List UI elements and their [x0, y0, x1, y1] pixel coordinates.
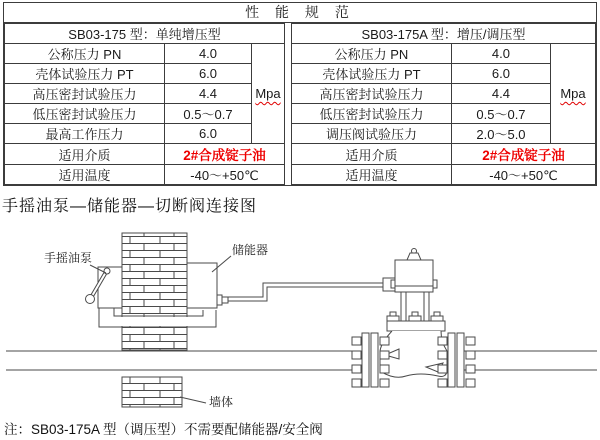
- unit-cell: Mpa: [550, 44, 595, 144]
- spec-row-value: 4.4: [451, 84, 550, 104]
- spec-row-value: 6.0: [451, 64, 550, 84]
- wall-label: 墙体: [209, 395, 234, 409]
- temperature-label: 适用温度: [5, 165, 165, 185]
- temperature-value: -40～+50℃: [451, 165, 595, 185]
- spec-table-sb03-175a: [291, 23, 596, 185]
- spec-row-label: 公称压力 PN: [5, 44, 165, 64]
- spec-row-label: 最高工作压力: [5, 124, 165, 144]
- diagram-title: 手摇油泵—储能器—切断阀连接图: [2, 198, 258, 215]
- spec-row-label: 低压密封试验压力: [291, 104, 451, 124]
- spec-table-sb03-175: [4, 23, 285, 185]
- spec-row-value: 6.0: [165, 124, 252, 144]
- spec-row-value: 4.0: [165, 44, 252, 64]
- spec-table-body: [4, 23, 596, 185]
- pump-label: 手摇油泵: [44, 251, 93, 265]
- spec-table: [3, 2, 597, 186]
- spec-row-value: 0.5～0.7: [451, 104, 550, 124]
- medium-value: 2#合成锭子油: [451, 144, 595, 165]
- bonnet-bolts: [387, 312, 443, 321]
- spec-row-value: 4.4: [165, 84, 252, 104]
- unit-cell: Mpa: [252, 44, 285, 144]
- spec-row-label: 壳体试验压力 PT: [5, 64, 165, 84]
- cutoff-valve: [352, 249, 475, 388]
- spec-row-label: 高压密封试验压力: [5, 84, 165, 104]
- hand-pump: [86, 267, 123, 308]
- medium-value: 2#合成锭子油: [165, 144, 285, 165]
- spec-row-value: 2.0～5.0: [451, 124, 550, 144]
- spec-table-title: 性 能 规 范: [4, 3, 596, 23]
- accumulator: [187, 263, 228, 308]
- spec-row-label: 调压阀试验压力: [291, 124, 451, 144]
- medium-label: 适用介质: [291, 144, 451, 165]
- footnote: 注：SB03-175A 型（调压型）不需要配储能器/安全阀: [4, 422, 323, 437]
- model-header: SB03-175 型：单纯增压型: [5, 24, 285, 44]
- control-pipe: [228, 278, 395, 301]
- temperature-value: -40～+50℃: [165, 165, 285, 185]
- medium-label: 适用介质: [5, 144, 165, 165]
- spec-row-value: 4.0: [451, 44, 550, 64]
- connection-diagram: [0, 222, 600, 417]
- spec-row-label: 公称压力 PN: [291, 44, 451, 64]
- spec-row-value: 0.5～0.7: [165, 104, 252, 124]
- accumulator-label: 储能器: [232, 243, 269, 257]
- model-header: SB03-175A 型：增压/调压型: [291, 24, 595, 44]
- spec-row-label: 低压密封试验压力: [5, 104, 165, 124]
- spec-row-label: 壳体试验压力 PT: [291, 64, 451, 84]
- main-pipeline: [6, 351, 597, 370]
- temperature-label: 适用温度: [291, 165, 451, 185]
- spec-row-value: 6.0: [165, 64, 252, 84]
- upper-wall: [122, 233, 187, 350]
- spec-row-label: 高压密封试验压力: [291, 84, 451, 104]
- lower-wall: [122, 377, 182, 407]
